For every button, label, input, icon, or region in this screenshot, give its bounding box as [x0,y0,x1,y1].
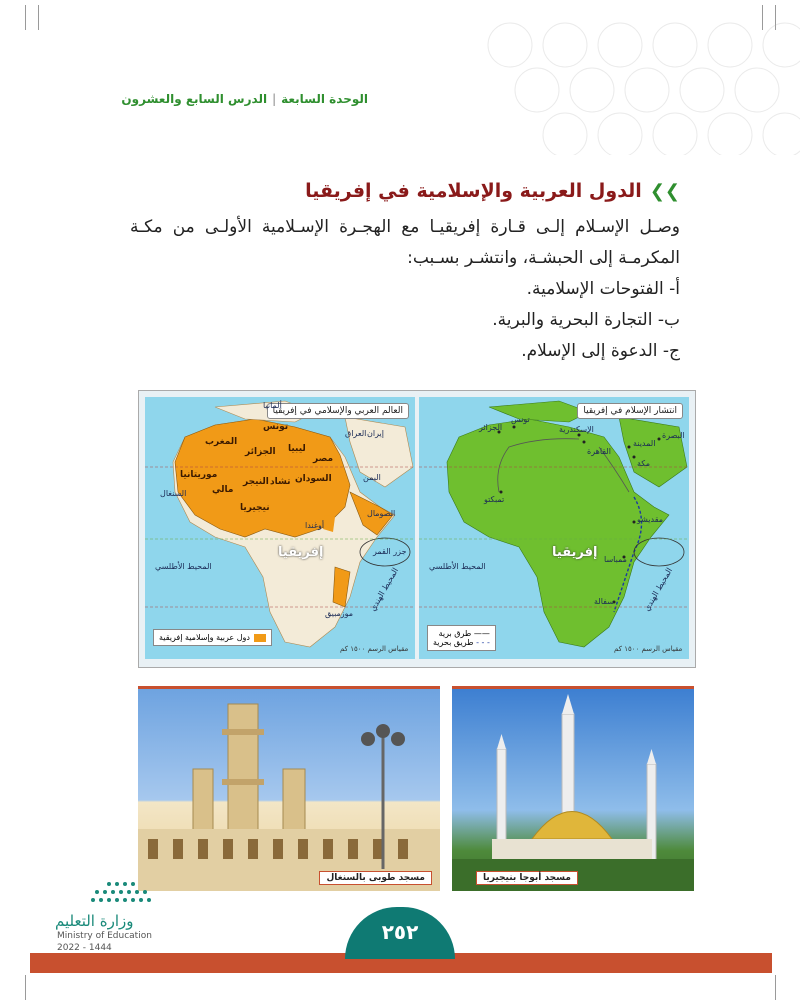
city-label: مقديشو [637,515,664,524]
photo-caption: مسجد أبوجا بنيجيريا [476,871,578,885]
city-label: تونس [511,415,530,424]
photo-touba-mosque [138,686,440,891]
ministry-logo [55,876,185,958]
ministry-name-arabic: وزارة التعليم [55,912,134,930]
map-title: انتشار الإسلام في إفريقيا [577,403,683,419]
section-title-text: الدول العربية والإسلامية في إفريقيا [305,180,642,202]
photo-abuja-mosque [452,686,694,891]
country-label: مصر [313,454,334,464]
legend-sea-line: - - - [476,638,490,647]
decorative-pattern [470,15,800,155]
crop-mark [775,975,776,1000]
map-scale: مقياس الرسم ١٥٠٠ كم [340,645,409,653]
ministry-emblem-icon [85,878,165,908]
crop-mark [25,5,26,30]
country-label: أوغندا [305,521,325,530]
mosque-illustration [452,689,694,891]
running-header [121,92,368,112]
causes-list [492,274,680,367]
map-legend [153,629,272,646]
ocean-label: المحيط الهندي [642,566,675,613]
country-label: العراق [345,429,367,438]
continent-label: إفريقيا [552,545,598,560]
city-label: الجزائر [479,423,503,432]
maps-figure [138,390,696,668]
page-number: ٢٥٢ [345,907,455,959]
continent-label: إفريقيا [278,545,324,560]
country-label: موزمبيق [325,609,354,618]
crop-mark [25,975,26,1000]
ocean-label: المحيط الهندي [368,566,401,613]
country-label: جزر القمر [373,547,407,556]
country-label: ألمانيا [263,401,282,410]
map-title: العالم العربي والإسلامي في إفريقيا [267,403,409,419]
country-label: ليبيا [288,444,306,454]
country-label: نيجيريا [240,503,270,513]
country-label: اليمن [363,473,381,482]
header-separator: | [272,92,277,106]
list-item: أ- الفتوحات الإسلامية. [526,279,680,299]
city-label: تمبكتو [484,495,505,504]
map-spread-of-islam [419,397,689,659]
photo-caption: مسجد طوبى بالسنغال [319,871,432,885]
city-label: مكة [637,459,650,468]
country-label: السنغال [160,489,187,498]
crop-mark [38,5,39,30]
legend-land-line: —— [473,629,490,638]
legend-swatch [254,634,266,642]
country-label: إيران [367,429,384,438]
city-label: الإسكندرية [559,425,594,434]
legend-land-text: طرق برية [438,629,472,638]
list-item: ب- التجارة البحرية والبرية. [492,310,680,330]
ocean-label: المحيط الأطلسي [155,562,212,571]
ocean-label: المحيط الأطلسي [429,562,486,571]
country-label: مالي [212,485,234,495]
list-item: ج- الدعوة إلى الإسلام. [521,341,680,361]
intro-paragraph: وصـل الإسـلام إلـى قـارة إفريقيـا مع الهجـرة الإسـلامية الأولـى من مكـة المكرمـة إلى الحبشـة، وانتشـر بسـبب: [130,217,680,268]
country-label: السودان [295,474,332,484]
country-label: الصومال [367,509,396,518]
legend-sea [433,638,490,647]
country-label: الجزائر [245,447,276,457]
city-label: سفالة [594,597,614,606]
legend-land [433,629,490,638]
double-chevron-icon: ❯❯ [649,180,680,202]
ministry-name-english: Ministry of Education [57,931,152,941]
mosque-illustration [138,689,440,891]
header-lesson: الدرس السابع والعشرون [121,92,268,106]
country-label: تونس [263,422,289,432]
map-legend [427,625,496,651]
header-unit: الوحدة السابعة [281,92,368,106]
africa-map-right [419,397,689,659]
ministry-year: 2022 - 1444 [57,943,112,953]
country-label: النيجر [243,477,269,487]
section-title [305,180,680,202]
city-label: القاهرة [587,447,611,456]
country-label: موريتانيا [180,470,218,480]
city-label: المدينة [633,439,656,448]
city-label: البصرة [662,431,685,440]
map-scale: مقياس الرسم ١٥٠٠ كم [614,645,683,653]
legend-sea-text: طريق بحرية [433,638,474,647]
map-arab-islamic-world [145,397,415,659]
city-label: ممباسا [604,555,627,564]
legend-text: دول عربية وإسلامية إفريقية [159,633,250,642]
country-label: المغرب [205,437,238,447]
country-label: تشاد [270,477,291,487]
